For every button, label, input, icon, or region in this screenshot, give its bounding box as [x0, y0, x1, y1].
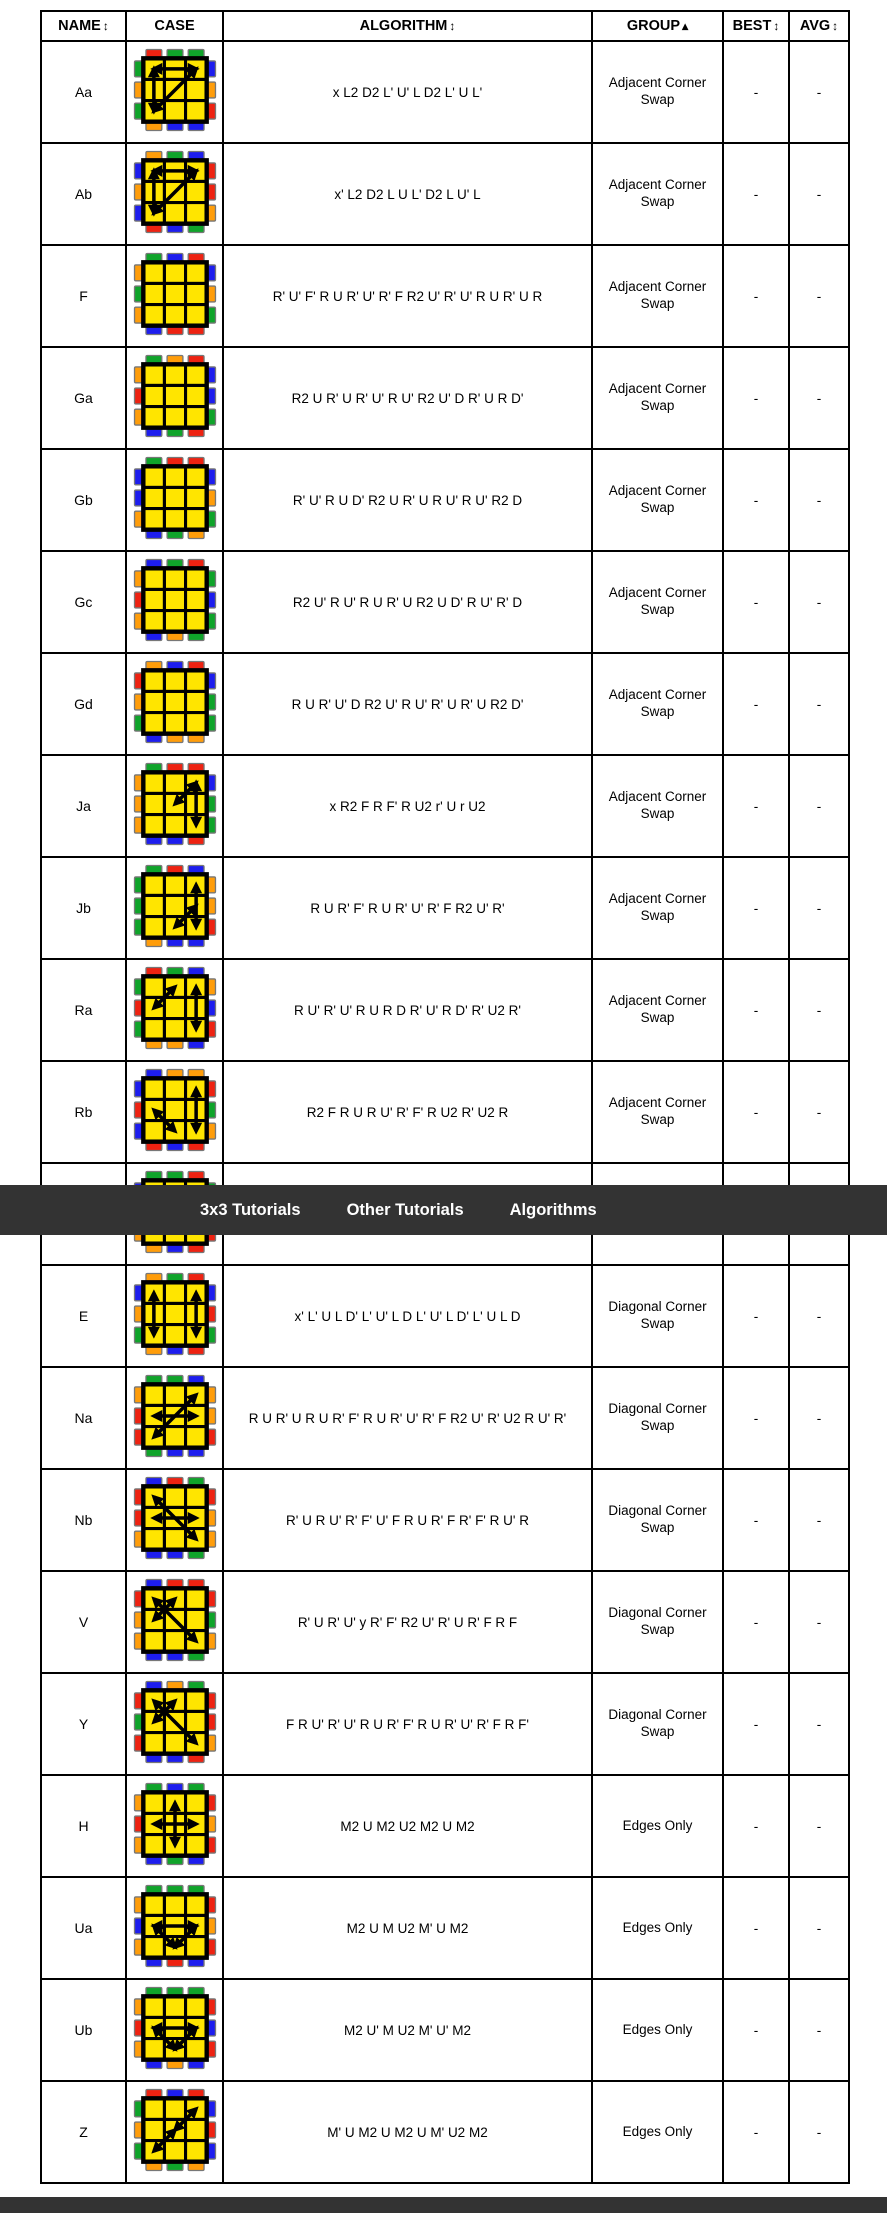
case-image-cell: [126, 347, 223, 449]
algorithm-cell: M2 U M2 U2 M2 U M2: [223, 1775, 592, 1877]
algorithm-cell: R2 F R U R U' R' F' R U2 R' U2 R: [223, 1061, 592, 1163]
avg-time-cell: -: [789, 1877, 849, 1979]
cube-case-image: [131, 250, 219, 338]
table-row: [41, 2081, 849, 2183]
cube-case-image: [131, 1372, 219, 1460]
group-cell: Adjacent Corner Swap: [592, 653, 723, 755]
algorithm-cell: M2 U' M U2 M' U' M2: [223, 1979, 592, 2081]
avg-time-cell: -: [789, 755, 849, 857]
avg-time-cell: -: [789, 2081, 849, 2183]
avg-time-cell: -: [789, 449, 849, 551]
group-cell: Adjacent Corner Swap: [592, 551, 723, 653]
algorithm-cell: x R2 F R F' R U2 r' U r U2: [223, 755, 592, 857]
avg-time-cell: -: [789, 959, 849, 1061]
case-name-cell: Na: [41, 1367, 126, 1469]
algorithm-cell: R' U R' U' y R' F' R2 U' R' U R' F R F: [223, 1571, 592, 1673]
cube-case-image: [131, 862, 219, 950]
table-row: [41, 1877, 849, 1979]
cube-case-image: [131, 1780, 219, 1868]
case-name-cell: H: [41, 1775, 126, 1877]
cube-case-image: [131, 2086, 219, 2174]
table-row: [41, 245, 849, 347]
nav-item-algorithms[interactable]: Algorithms: [509, 1200, 597, 1219]
cube-case-image: [131, 1576, 219, 1664]
algorithm-cell: x' L' U L D' L' U' L D L' U' L D' L' U L D: [223, 1265, 592, 1367]
algorithm-cell: R' U R U' R' F' U' F R U R' F R' F' R U' R: [223, 1469, 592, 1571]
table-row: [41, 41, 849, 143]
avg-time-cell: -: [789, 1979, 849, 2081]
case-image-cell: [126, 143, 223, 245]
best-time-cell: -: [723, 1979, 789, 2081]
case-image-cell: [126, 1571, 223, 1673]
algorithm-cell: x' L2 D2 L U L' D2 L U' L: [223, 143, 592, 245]
algorithm-cell: R U R' U R U R' F' R U R' U' R' F R2 U' R' U2 R U' R': [223, 1367, 592, 1469]
cube-case-image: [131, 1066, 219, 1154]
avg-time-cell: -: [789, 41, 849, 143]
table-row: [41, 1775, 849, 1877]
table-row: [41, 347, 849, 449]
algorithm-cell: F R U' R' U' R U R' F' R U R' U' R' F R F': [223, 1673, 592, 1775]
case-name-cell: Gd: [41, 653, 126, 755]
table-row: [41, 1265, 849, 1367]
sort-icon: ↕: [102, 19, 109, 33]
column-header-label: NAME: [58, 18, 101, 34]
avg-time-cell: -: [789, 551, 849, 653]
algorithm-cell: R U R' F' R U R' U' R' F R2 U' R': [223, 857, 592, 959]
group-cell: Adjacent Corner Swap: [592, 449, 723, 551]
case-image-cell: [126, 245, 223, 347]
column-header-label: CASE: [154, 18, 195, 34]
algorithm-cell: R U R' U' D R2 U' R U' R' U R' U R2 D': [223, 653, 592, 755]
case-image-cell: [126, 449, 223, 551]
column-header-label: GROUP: [626, 18, 681, 34]
nav-item-3x3-tutorials[interactable]: 3x3 Tutorials: [200, 1200, 301, 1219]
best-time-cell: -: [723, 755, 789, 857]
cube-case-image: [131, 556, 219, 644]
case-name-cell: Rb: [41, 1061, 126, 1163]
case-image-cell: [126, 653, 223, 755]
best-time-cell: -: [723, 1673, 789, 1775]
group-cell: Edges Only: [592, 2081, 723, 2183]
algorithm-cell: R' U' R U D' R2 U R' U R U' R U' R2 D: [223, 449, 592, 551]
nav-item-other-tutorials[interactable]: Other Tutorials: [346, 1200, 464, 1219]
best-time-cell: -: [723, 347, 789, 449]
group-cell: Diagonal Corner Swap: [592, 1469, 723, 1571]
best-time-cell: -: [723, 41, 789, 143]
table-row: [41, 1469, 849, 1571]
cube-case-image: [131, 148, 219, 236]
column-header-group[interactable]: [592, 11, 723, 41]
avg-time-cell: -: [789, 1265, 849, 1367]
algorithm-cell: R' U' F' R U R' U' R' F R2 U' R' U' R U R' U R: [223, 245, 592, 347]
case-name-cell: Ua: [41, 1877, 126, 1979]
case-name-cell: Nb: [41, 1469, 126, 1571]
case-name-cell: Z: [41, 2081, 126, 2183]
cube-case-image: [131, 46, 219, 134]
sort-icon: ↕: [449, 19, 456, 33]
case-image-cell: [126, 1061, 223, 1163]
best-time-cell: -: [723, 143, 789, 245]
algorithm-cell: R2 U R' U R' U' R U' R2 U' D R' U R D': [223, 347, 592, 449]
best-time-cell: -: [723, 449, 789, 551]
best-time-cell: -: [723, 2081, 789, 2183]
table-row: [41, 1367, 849, 1469]
avg-time-cell: -: [789, 1673, 849, 1775]
best-time-cell: -: [723, 1775, 789, 1877]
algorithm-cell: x L2 D2 L' U' L D2 L' U L': [223, 41, 592, 143]
algorithm-cell: M' U M2 U M2 U M' U2 M2: [223, 2081, 592, 2183]
best-time-cell: -: [723, 1061, 789, 1163]
column-header-label: AVG: [799, 18, 831, 34]
cube-case-image: [131, 1984, 219, 2072]
cube-case-image: [131, 760, 219, 848]
best-time-cell: -: [723, 1265, 789, 1367]
case-name-cell: Jb: [41, 857, 126, 959]
best-time-cell: -: [723, 959, 789, 1061]
column-header-case[interactable]: [126, 11, 223, 41]
algorithm-cell: M2 U M U2 M' U M2: [223, 1877, 592, 1979]
group-cell: Edges Only: [592, 1979, 723, 2081]
case-image-cell: [126, 755, 223, 857]
group-cell: Adjacent Corner Swap: [592, 245, 723, 347]
case-name-cell: E: [41, 1265, 126, 1367]
case-image-cell: [126, 1367, 223, 1469]
case-image-cell: [126, 1673, 223, 1775]
group-cell: Diagonal Corner Swap: [592, 1673, 723, 1775]
group-cell: Diagonal Corner Swap: [592, 1367, 723, 1469]
column-header-label: ALGORITHM: [359, 18, 448, 34]
best-time-cell: -: [723, 653, 789, 755]
group-cell: Edges Only: [592, 1877, 723, 1979]
group-cell: Adjacent Corner Swap: [592, 347, 723, 449]
best-time-cell: -: [723, 1367, 789, 1469]
case-name-cell: Ab: [41, 143, 126, 245]
table-row: [41, 1571, 849, 1673]
column-header-best[interactable]: [723, 11, 789, 41]
table-row: [41, 1673, 849, 1775]
case-image-cell: [126, 1775, 223, 1877]
cube-case-image: [131, 352, 219, 440]
sort-icon: ↕: [832, 19, 839, 33]
table-row: [41, 1979, 849, 2081]
table-row: [41, 143, 849, 245]
cube-case-image: [131, 454, 219, 542]
avg-time-cell: -: [789, 857, 849, 959]
best-time-cell: -: [723, 1877, 789, 1979]
case-name-cell: Ra: [41, 959, 126, 1061]
table-row: [41, 551, 849, 653]
table-row: [41, 755, 849, 857]
avg-time-cell: -: [789, 143, 849, 245]
footer-bar: [0, 2197, 887, 2213]
cube-case-image: [131, 1678, 219, 1766]
case-name-cell: Gb: [41, 449, 126, 551]
case-image-cell: [126, 551, 223, 653]
column-header-label: BEST: [732, 18, 772, 34]
group-cell: Adjacent Corner Swap: [592, 143, 723, 245]
group-cell: Diagonal Corner Swap: [592, 1265, 723, 1367]
avg-time-cell: -: [789, 347, 849, 449]
table-row: [41, 449, 849, 551]
case-image-cell: [126, 959, 223, 1061]
cube-case-image: [131, 658, 219, 746]
sort-icon: ▴: [682, 19, 689, 33]
best-time-cell: -: [723, 857, 789, 959]
column-header-name[interactable]: [41, 11, 126, 41]
group-cell: Edges Only: [592, 1775, 723, 1877]
sort-icon: ↕: [773, 19, 780, 33]
group-cell: Adjacent Corner Swap: [592, 755, 723, 857]
table-row: [41, 959, 849, 1061]
case-image-cell: [126, 857, 223, 959]
case-image-cell: [126, 1877, 223, 1979]
pll-algorithms-table-wrap: [40, 10, 850, 2184]
cube-case-image: [131, 1474, 219, 1562]
cube-case-image: [131, 964, 219, 1052]
group-cell: Adjacent Corner Swap: [592, 857, 723, 959]
avg-time-cell: -: [789, 245, 849, 347]
group-cell: Diagonal Corner Swap: [592, 1571, 723, 1673]
case-image-cell: [126, 2081, 223, 2183]
case-name-cell: F: [41, 245, 126, 347]
table-row: [41, 1061, 849, 1163]
cube-case-image: [131, 1270, 219, 1358]
navbar: [0, 1185, 887, 1235]
best-time-cell: -: [723, 1571, 789, 1673]
avg-time-cell: -: [789, 1571, 849, 1673]
case-name-cell: Gc: [41, 551, 126, 653]
best-time-cell: -: [723, 551, 789, 653]
avg-time-cell: -: [789, 1367, 849, 1469]
avg-time-cell: -: [789, 1775, 849, 1877]
algorithm-cell: R2 U' R U' R U R' U R2 U D' R U' R' D: [223, 551, 592, 653]
group-cell: Adjacent Corner Swap: [592, 41, 723, 143]
best-time-cell: -: [723, 1469, 789, 1571]
avg-time-cell: -: [789, 1061, 849, 1163]
avg-time-cell: -: [789, 1469, 849, 1571]
algorithm-cell: R U' R' U' R U R D R' U' R D' R' U2 R': [223, 959, 592, 1061]
case-name-cell: Y: [41, 1673, 126, 1775]
table-header-row: [41, 11, 849, 41]
column-header-algorithm[interactable]: [223, 11, 592, 41]
case-image-cell: [126, 1469, 223, 1571]
case-image-cell: [126, 1979, 223, 2081]
avg-time-cell: -: [789, 653, 849, 755]
best-time-cell: -: [723, 245, 789, 347]
group-cell: Adjacent Corner Swap: [592, 1061, 723, 1163]
column-header-avg[interactable]: [789, 11, 849, 41]
case-name-cell: V: [41, 1571, 126, 1673]
group-cell: Adjacent Corner Swap: [592, 959, 723, 1061]
table-row: [41, 857, 849, 959]
case-image-cell: [126, 1265, 223, 1367]
case-name-cell: Aa: [41, 41, 126, 143]
case-name-cell: Ja: [41, 755, 126, 857]
cube-case-image: [131, 1882, 219, 1970]
case-image-cell: [126, 41, 223, 143]
pll-algorithms-table: [40, 10, 850, 2184]
case-name-cell: Ga: [41, 347, 126, 449]
case-name-cell: Ub: [41, 1979, 126, 2081]
table-row: [41, 653, 849, 755]
